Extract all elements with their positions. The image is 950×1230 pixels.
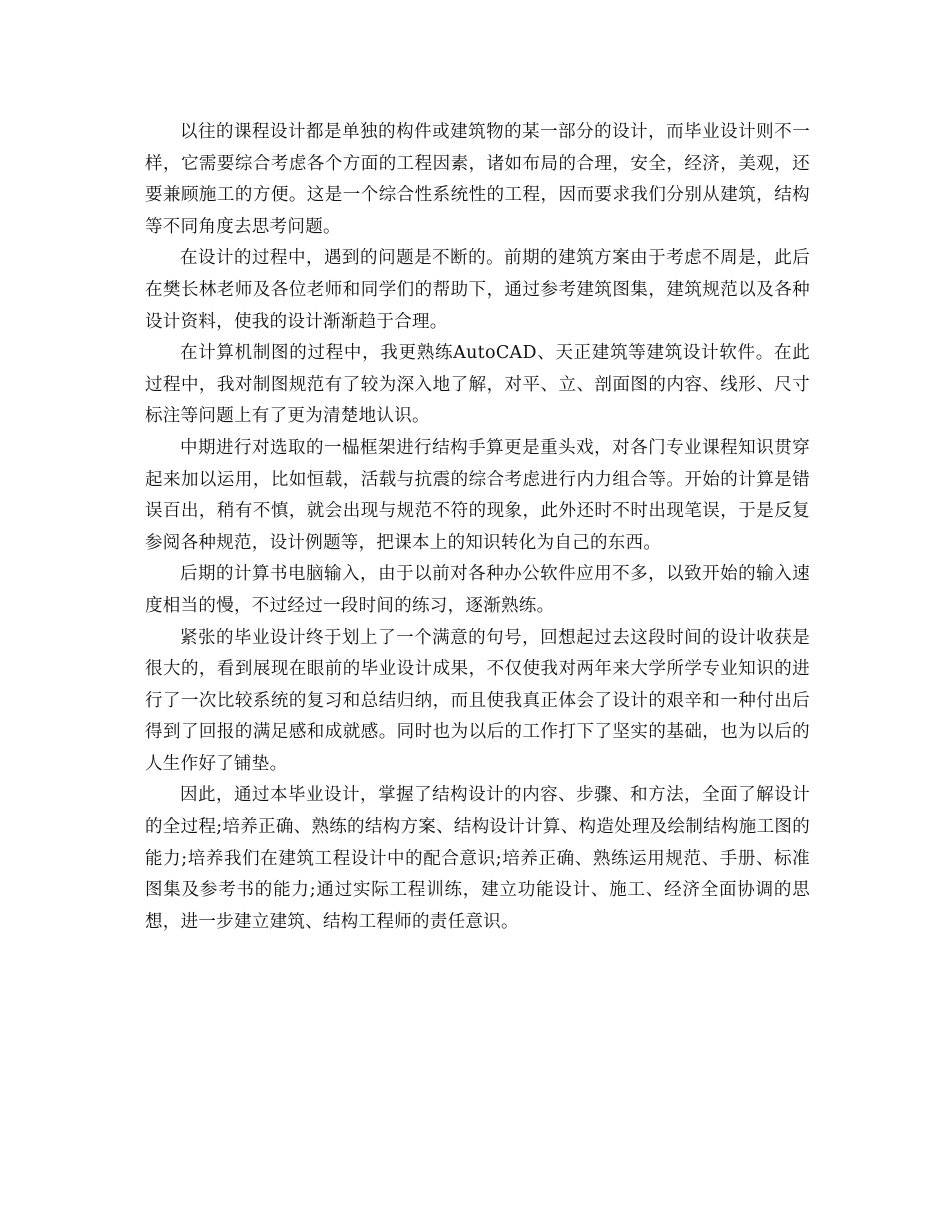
paragraph-structural-calculation: 中期进行对选取的一榀框架进行结构手算更是重头戏，对各门专业课程知识贯穿起来加以运用，比如恒载，活载与抗震的综合考虑进行内力组合等。开始的计算是错误百出，稍有不慎，就会出现与规范不符的现象，此外还时不时出现笔误，于是反复参阅各种规范，设计例题等，把课本上的知识转化为自己的东西。 <box>145 437 810 553</box>
paragraph-design-harvest: 紧张的毕业设计终于划上了一个满意的句号，回想起过去这段时间的设计收获是很大的，看到展现在眼前的毕业设计成果，不仅使我对两年来大学所学专业知识的进行了一次比较系统的复习和总结归纳，而且使我真正体会了设计的艰辛和一种付出后得到了回报的满足感和成就感。同时也为以后的工作打下了坚实的基础，也为以后的人生作好了铺垫。 <box>145 627 810 774</box>
paragraph-course-design-comparison: 以往的课程设计都是单独的构件或建筑物的某一部分的设计，而毕业设计则不一样，它需要综合考虑各个方面的工程因素，诸如布局的合理，安全，经济，美观，还要兼顾施工的方便。这是一个综合性系统性的工程，因而要求我们分别从建筑，结构等不同角度去思考问题。 <box>145 122 810 237</box>
document-body <box>145 117 810 938</box>
paragraph-design-process: 在设计的过程中，遇到的问题是不断的。前期的建筑方案由于考虑不周是，此后在樊长林老师及各位老师和同学们的帮助下，通过参考建筑图集，建筑规范以及各种设计资料，使我的设计渐渐趋于合理。 <box>145 248 810 332</box>
paragraph-conclusion: 因此，通过本毕业设计，掌握了结构设计的内容、步骤、和方法，全面了解设计的全过程;培养正确、熟练的结构方案、结构设计计算、构造处理及绘制结构施工图的能力;培养我们在建筑工程设计中的配合意识;培养正确、熟练运用规范、手册、标准图集及参考书的能力;通过实际工程训练，建立功能设计、施工、经济全面协调的思想，进一步建立建筑、结构工程师的责任意识。 <box>145 785 810 932</box>
paragraph-computer-drafting: 在计算机制图的过程中，我更熟练AutoCAD、天正建筑等建筑设计软件。在此过程中，我对制图规范有了较为深入地了解，对平、立、剖面图的内容、线形、尺寸标注等问题上有了更为清楚地认识。 <box>145 343 810 427</box>
paragraph-computer-input: 后期的计算书电脑输入，由于以前对各种办公软件应用不多，以致开始的输入速度相当的慢，不过经过一段时间的练习，逐渐熟练。 <box>145 564 810 616</box>
